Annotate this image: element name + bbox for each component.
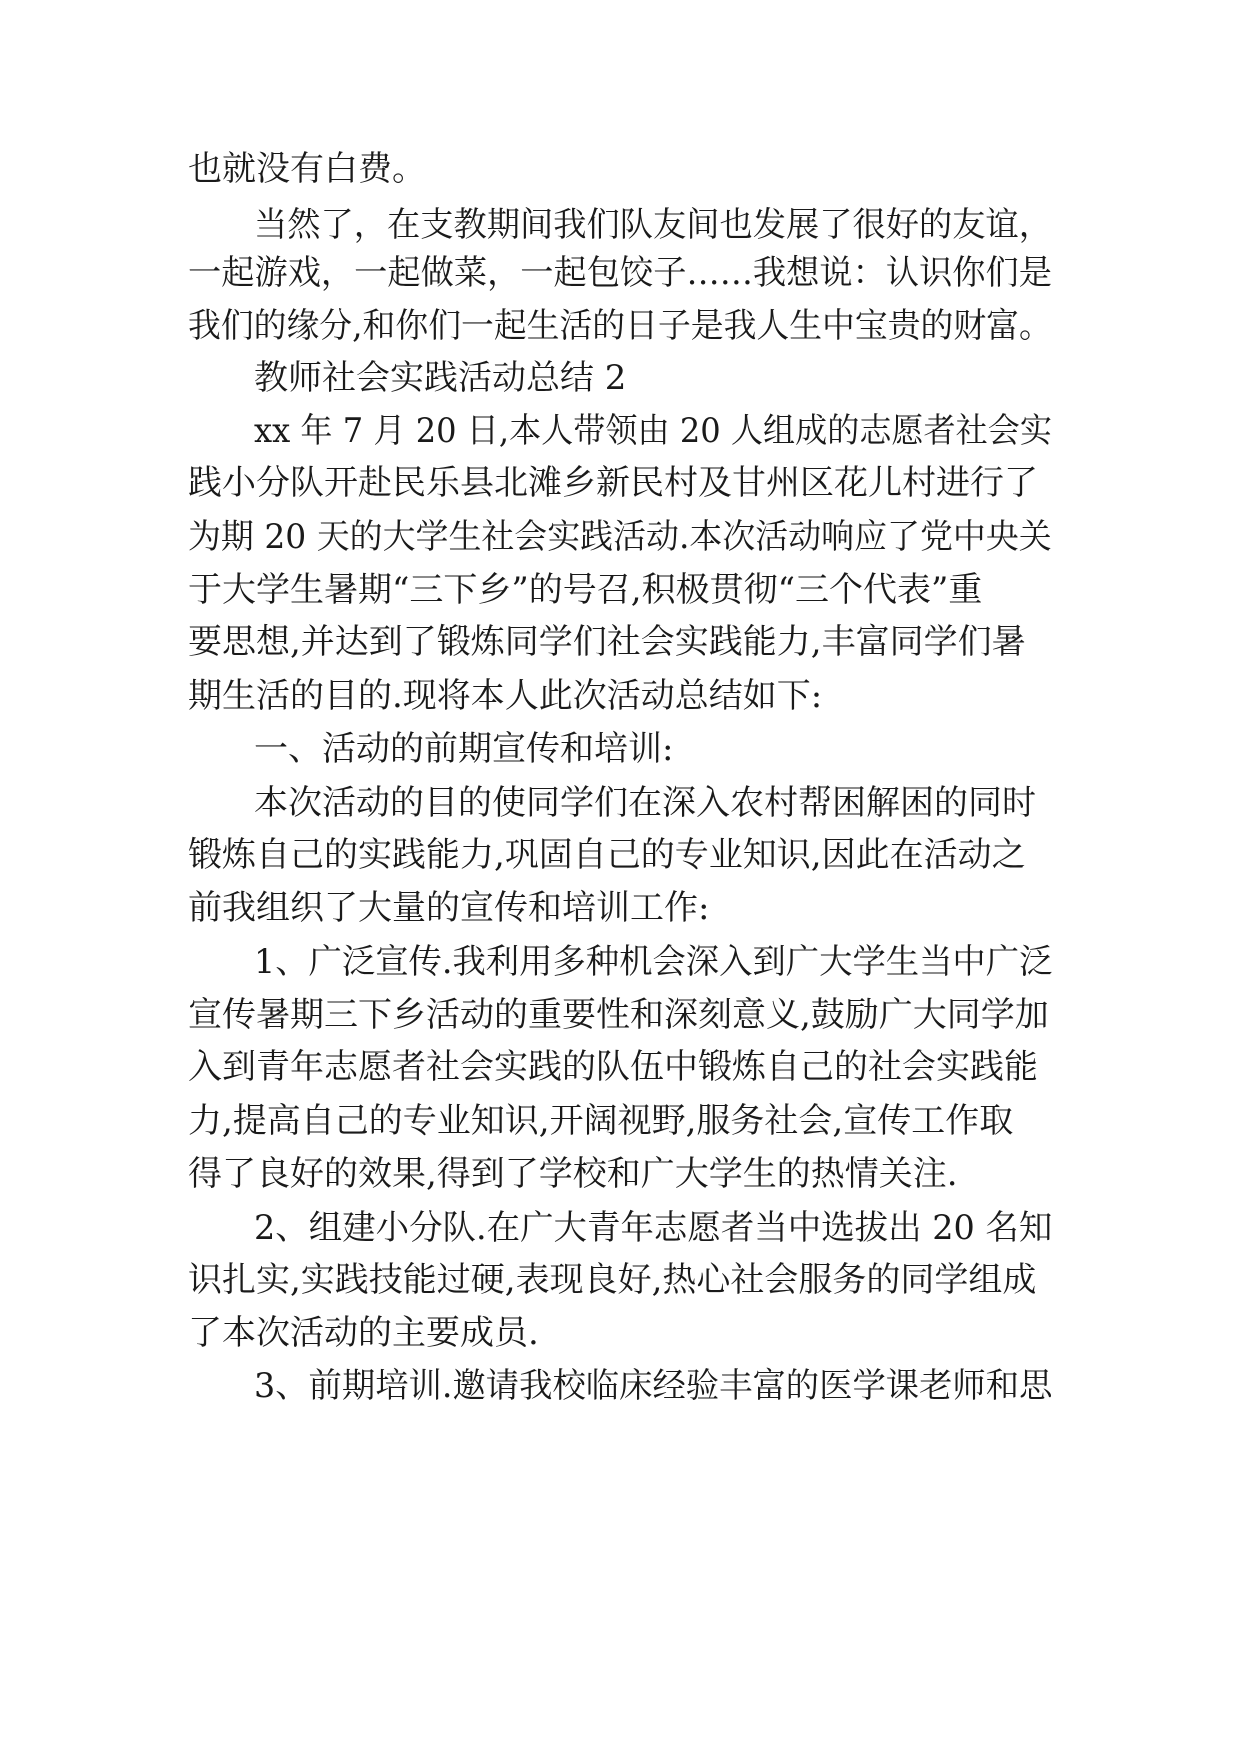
paragraph-line: 当然了，在支教期间我们队友间也发展了很好的友谊， bbox=[254, 205, 1052, 245]
paragraph-line: 前我组织了大量的宣传和培训工作: bbox=[188, 888, 710, 928]
paragraph-line: 识扎实,实践技能过硬,表现良好,热心社会服务的同学组成 bbox=[188, 1260, 1037, 1300]
paragraph-line: 了本次活动的主要成员. bbox=[188, 1313, 539, 1353]
paragraph-line: 期生活的目的.现将本人此次活动总结如下: bbox=[188, 676, 823, 716]
paragraph-line: 3、前期培训.邀请我校临床经验丰富的医学课老师和思 bbox=[254, 1366, 1053, 1406]
paragraph-line: 我们的缘分,和你们一起生活的日子是我人生中宝贵的财富。 bbox=[188, 306, 1052, 346]
paragraph-line: 力,提高自己的专业知识,开阔视野,服务社会,宣传工作取 bbox=[188, 1101, 1014, 1141]
paragraph-line: 为期 20 天的大学生社会实践活动.本次活动响应了党中央关 bbox=[188, 517, 1052, 557]
paragraph-line: 2、组建小分队.在广大青年志愿者当中选拔出 20 名知 bbox=[254, 1208, 1053, 1248]
paragraph-line: 宣传暑期三下乡活动的重要性和深刻意义,鼓励广大同学加 bbox=[188, 995, 1049, 1035]
paragraph-line: 锻炼自己的实践能力,巩固自己的专业知识,因此在活动之 bbox=[188, 835, 1026, 875]
paragraph-line: 一起游戏，一起做菜，一起包饺子……我想说：认识你们是 bbox=[188, 253, 1052, 293]
paragraph-line: 践小分队开赴民乐县北滩乡新民村及甘州区花儿村进行了 bbox=[188, 463, 1038, 503]
paragraph-line: 于大学生暑期“三下乡”的号召,积极贯彻“三个代表”重 bbox=[188, 570, 983, 610]
paragraph-line: 1、广泛宣传.我利用多种机会深入到广大学生当中广泛 bbox=[254, 942, 1053, 982]
subsection-heading: 一、活动的前期宣传和培训: bbox=[254, 729, 674, 769]
paragraph-line: 也就没有白费。 bbox=[188, 149, 426, 189]
paragraph-line: 本次活动的目的使同学们在深入农村帮困解困的同时 bbox=[254, 783, 1036, 823]
paragraph-line: 要思想,并达到了锻炼同学们社会实践能力,丰富同学们暑 bbox=[188, 622, 1026, 662]
paragraph-line: 得了良好的效果,得到了学校和广大学生的热情关注. bbox=[188, 1154, 958, 1194]
section-heading: 教师社会实践活动总结 2 bbox=[254, 358, 627, 398]
paragraph-line: 入到青年志愿者社会实践的队伍中锻炼自己的社会实践能 bbox=[188, 1047, 1038, 1087]
paragraph-line: xx 年 7 月 20 日,本人带领由 20 人组成的志愿者社会实 bbox=[254, 411, 1052, 451]
